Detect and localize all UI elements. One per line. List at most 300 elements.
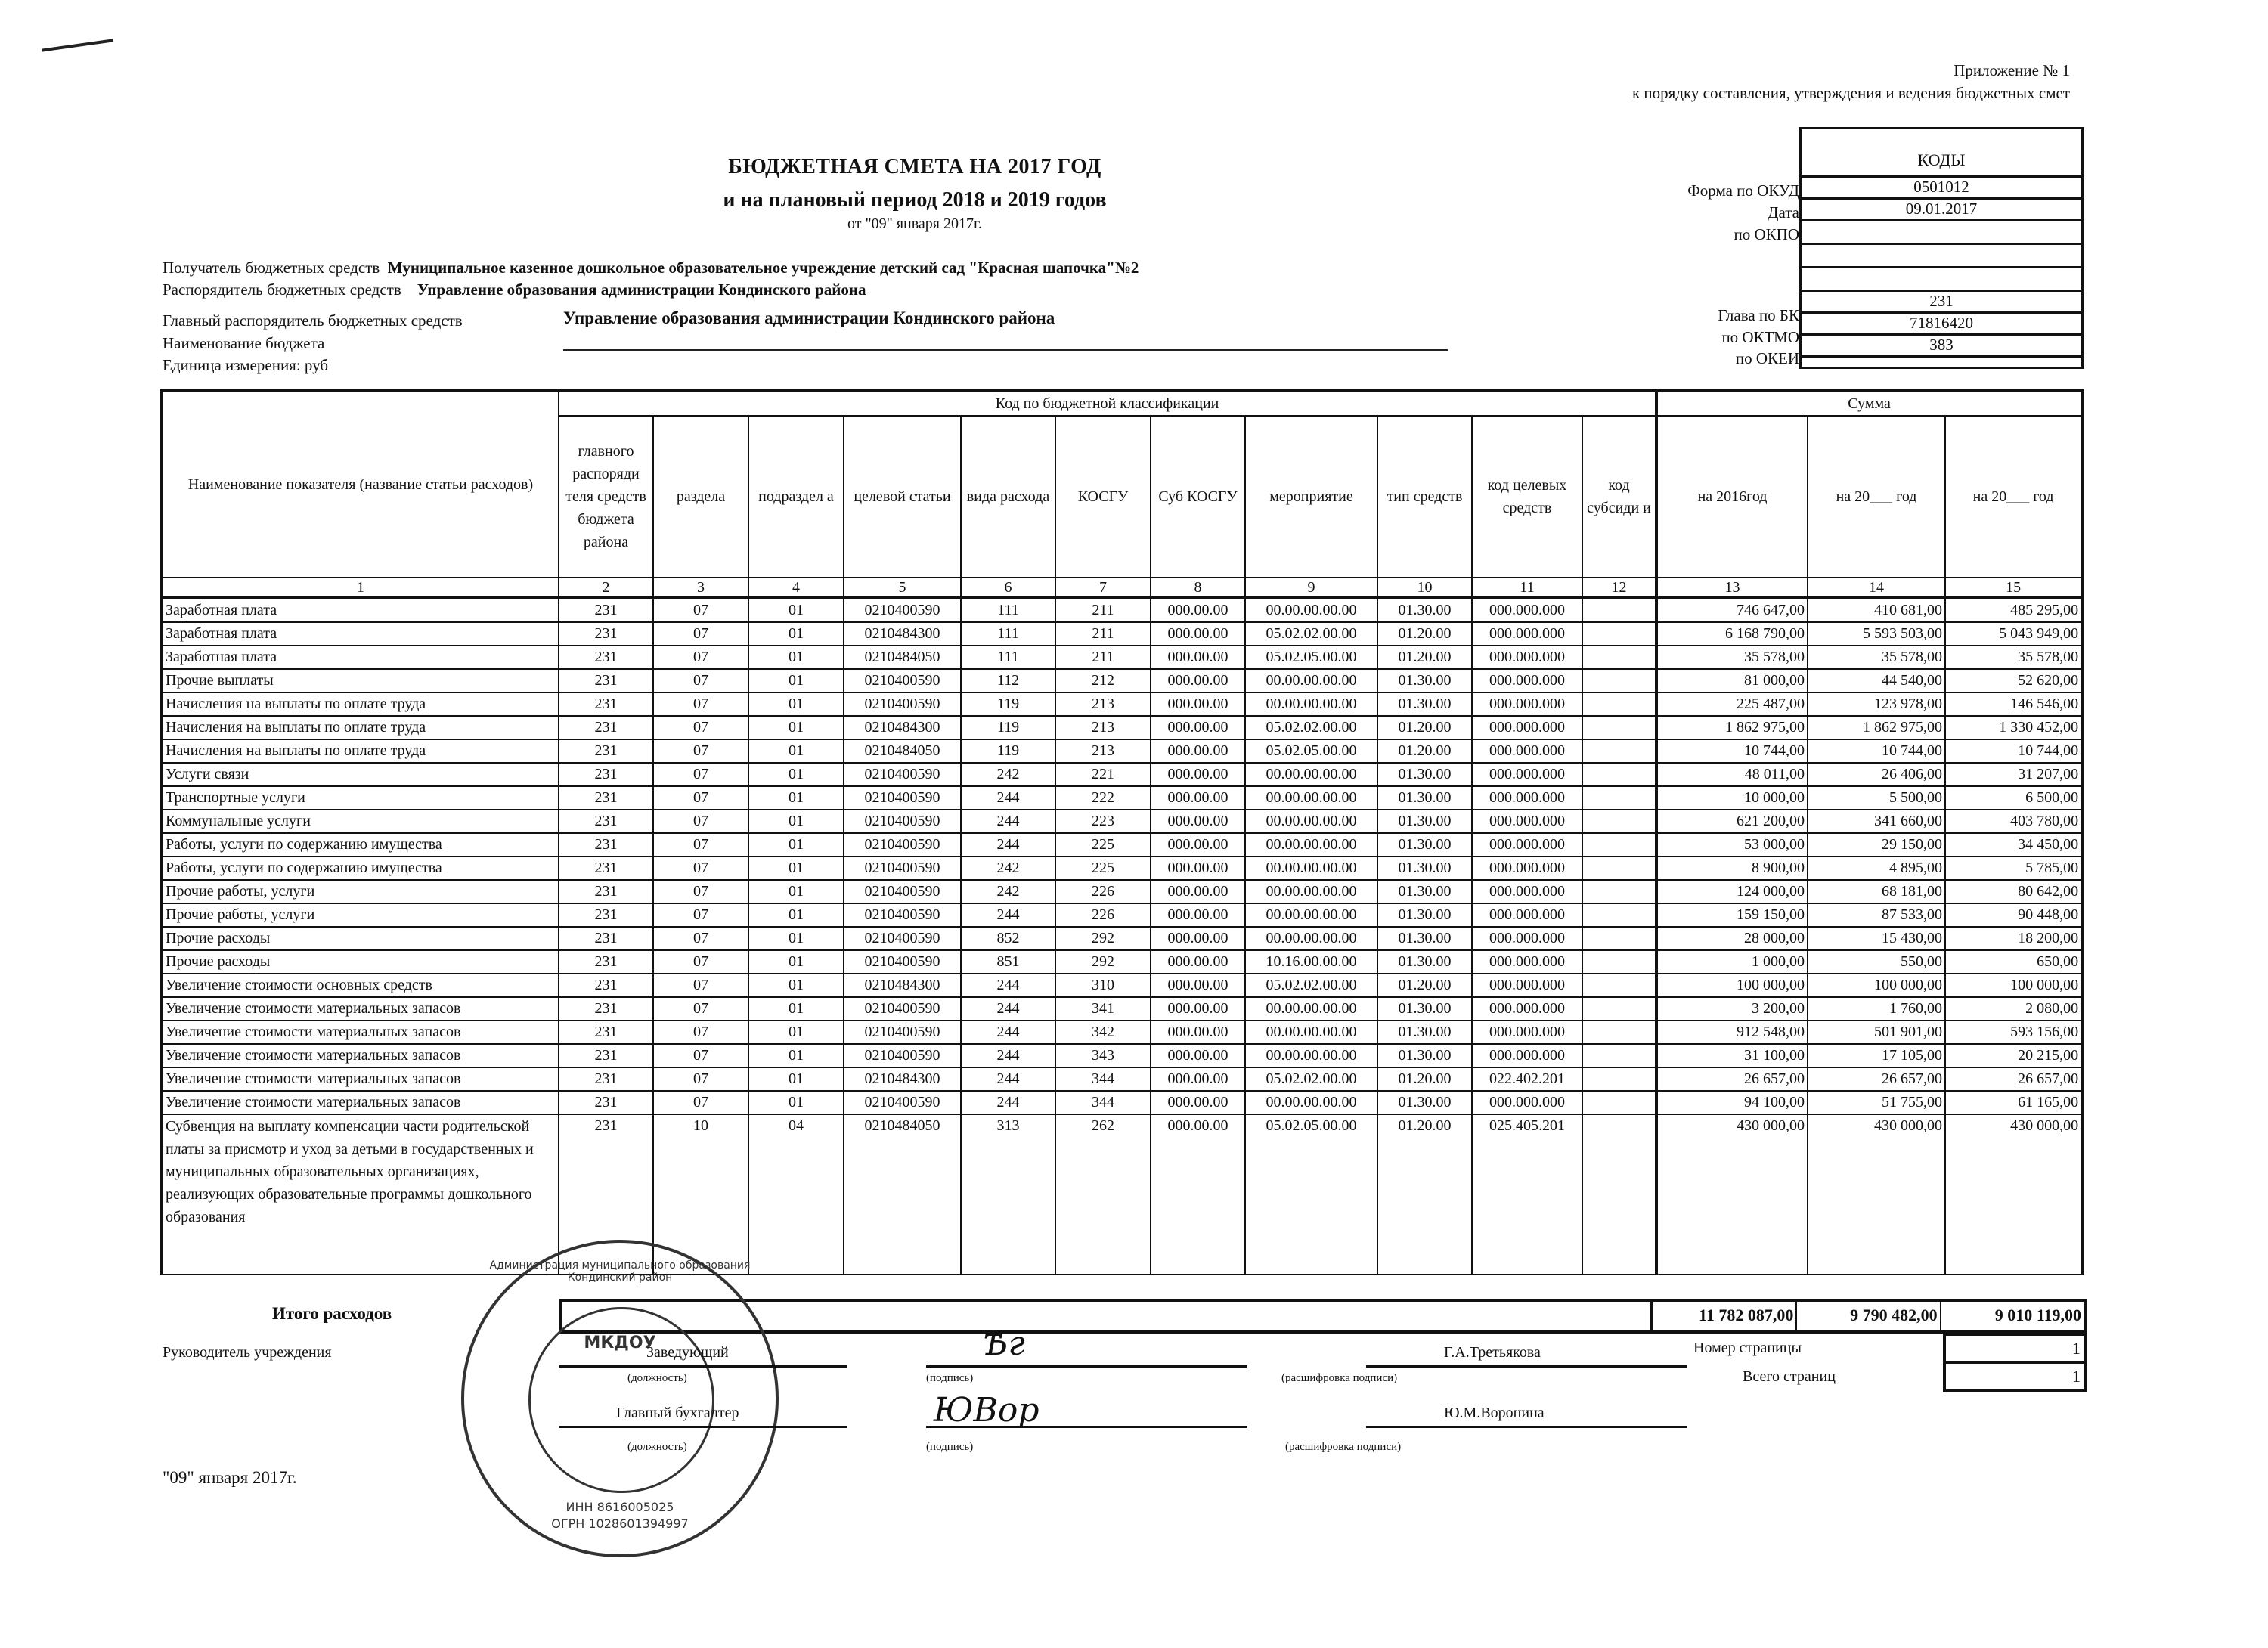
code-cell: 244 bbox=[961, 1021, 1055, 1044]
code-cell bbox=[1582, 739, 1656, 763]
sum-cell: 1 760,00 bbox=[1808, 997, 1945, 1021]
code-cell: 01 bbox=[748, 646, 844, 669]
code-cell: 00.00.00.00.00 bbox=[1245, 927, 1377, 950]
col-num: 14 bbox=[1808, 578, 1945, 598]
table-row bbox=[162, 997, 2082, 1021]
col-num: 3 bbox=[653, 578, 748, 598]
code-cell: 000.000.000 bbox=[1472, 880, 1582, 903]
code-cell bbox=[1582, 833, 1656, 857]
code-cell: 01.30.00 bbox=[1377, 1044, 1472, 1067]
accountant-name-line bbox=[1366, 1426, 1687, 1428]
code-cell: 111 bbox=[961, 646, 1055, 669]
head-position: Заведующий bbox=[646, 1344, 729, 1361]
code-cell: 07 bbox=[653, 646, 748, 669]
sum-cell: 159 150,00 bbox=[1656, 903, 1808, 927]
sum-cell: 10 744,00 bbox=[1945, 739, 2082, 763]
code-cell: 000.000.000 bbox=[1472, 810, 1582, 833]
sum-cell: 53 000,00 bbox=[1656, 833, 1808, 857]
code-cell: 05.02.05.00.00 bbox=[1245, 739, 1377, 763]
code-cell: 313 bbox=[961, 1114, 1055, 1275]
code-cell bbox=[1582, 903, 1656, 927]
row-name-cell: Коммунальные услуги bbox=[162, 810, 559, 833]
code-cell: 000.00.00 bbox=[1151, 763, 1245, 786]
head-signature: Ѣг bbox=[983, 1324, 1025, 1363]
code-cell bbox=[1582, 950, 1656, 974]
code-cell: 07 bbox=[653, 1067, 748, 1091]
row-name-cell: Работы, услуги по содержанию имущества bbox=[162, 857, 559, 880]
sum-cell: 1 862 975,00 bbox=[1808, 716, 1945, 739]
row-name-cell: Начисления на выплаты по оплате труда bbox=[162, 716, 559, 739]
code-cell: 0210400590 bbox=[844, 903, 961, 927]
code-cell: 213 bbox=[1055, 716, 1151, 739]
code-cell: 000.00.00 bbox=[1151, 833, 1245, 857]
sum-cell: 5 043 949,00 bbox=[1945, 622, 2082, 646]
sum-cell: 28 000,00 bbox=[1656, 927, 1808, 950]
sum-cell: 10 000,00 bbox=[1656, 786, 1808, 810]
accountant-position-line bbox=[559, 1426, 847, 1428]
code-cell: 01.30.00 bbox=[1377, 810, 1472, 833]
col-header-sum-2016: на 2016год bbox=[1656, 416, 1808, 578]
code-cell: 0210484050 bbox=[844, 739, 961, 763]
col-header-subsidy-code: код субсиди и bbox=[1582, 416, 1656, 578]
sum-cell: 485 295,00 bbox=[1945, 598, 2082, 622]
sum-cell: 26 657,00 bbox=[1945, 1067, 2082, 1091]
total-pages-label: Всего страниц bbox=[1743, 1368, 1836, 1385]
code-cell: 0210400590 bbox=[844, 692, 961, 716]
table-row bbox=[162, 974, 2082, 997]
code-empty-1 bbox=[1802, 245, 2081, 268]
group-header-sum: Сумма bbox=[1656, 391, 2082, 416]
row-name-cell: Транспортные услуги bbox=[162, 786, 559, 810]
code-cell: 000.00.00 bbox=[1151, 974, 1245, 997]
manager-value: Управление образования администрации Кондинского района bbox=[417, 280, 866, 299]
code-cell: 212 bbox=[1055, 669, 1151, 692]
code-cell: 242 bbox=[961, 763, 1055, 786]
head-signature-caption: (подпись) bbox=[926, 1372, 974, 1384]
code-cell: 07 bbox=[653, 1044, 748, 1067]
code-cell: 07 bbox=[653, 857, 748, 880]
sum-cell: 100 000,00 bbox=[1945, 974, 2082, 997]
code-cell: 000.000.000 bbox=[1472, 974, 1582, 997]
accountant-name: Ю.М.Воронина bbox=[1444, 1405, 1545, 1421]
code-cell: 01.30.00 bbox=[1377, 692, 1472, 716]
code-cell: 01 bbox=[748, 833, 844, 857]
code-cell: 231 bbox=[559, 950, 653, 974]
head-name-caption: (расшифровка подписи) bbox=[1281, 1372, 1398, 1384]
sum-cell: 52 620,00 bbox=[1945, 669, 2082, 692]
code-cell: 01 bbox=[748, 763, 844, 786]
code-cell: 00.00.00.00.00 bbox=[1245, 669, 1377, 692]
sum-cell: 31 100,00 bbox=[1656, 1044, 1808, 1067]
code-cell: 231 bbox=[559, 739, 653, 763]
table-row bbox=[162, 692, 2082, 716]
code-cell: 00.00.00.00.00 bbox=[1245, 786, 1377, 810]
code-cell: 0210400590 bbox=[844, 763, 961, 786]
code-cell: 01.30.00 bbox=[1377, 857, 1472, 880]
sum-cell: 593 156,00 bbox=[1945, 1021, 2082, 1044]
code-cell: 05.02.05.00.00 bbox=[1245, 646, 1377, 669]
code-cell: 000.000.000 bbox=[1472, 598, 1582, 622]
code-cell: 231 bbox=[559, 903, 653, 927]
code-cell: 231 bbox=[559, 1021, 653, 1044]
code-cell: 231 bbox=[559, 786, 653, 810]
accountant-position-caption: (должность) bbox=[627, 1441, 687, 1453]
code-cell: 244 bbox=[961, 997, 1055, 1021]
code-cell: 025.405.201 bbox=[1472, 1114, 1582, 1275]
sum-cell: 5 593 503,00 bbox=[1808, 622, 1945, 646]
title-period: и на плановый период 2018 и 2019 годов bbox=[723, 188, 1107, 212]
sum-cell: 35 578,00 bbox=[1656, 646, 1808, 669]
code-cell: 01 bbox=[748, 974, 844, 997]
col-num: 7 bbox=[1055, 578, 1151, 598]
sum-cell: 6 500,00 bbox=[1945, 786, 2082, 810]
code-cell bbox=[1582, 1021, 1656, 1044]
code-cell: 022.402.201 bbox=[1472, 1067, 1582, 1091]
total-2016: 11 782 087,00 bbox=[1653, 1302, 1797, 1330]
row-name-cell: Прочие выплаты bbox=[162, 669, 559, 692]
code-cell: 852 bbox=[961, 927, 1055, 950]
code-cell: 07 bbox=[653, 598, 748, 622]
sum-cell: 94 100,00 bbox=[1656, 1091, 1808, 1114]
code-cell: 341 bbox=[1055, 997, 1151, 1021]
code-cell: 07 bbox=[653, 763, 748, 786]
code-cell bbox=[1582, 880, 1656, 903]
code-cell: 00.00.00.00.00 bbox=[1245, 833, 1377, 857]
code-okpo bbox=[1802, 221, 2081, 245]
code-cell: 244 bbox=[961, 1067, 1055, 1091]
code-cell: 242 bbox=[961, 857, 1055, 880]
col-num: 11 bbox=[1472, 578, 1582, 598]
code-cell: 0210400590 bbox=[844, 1021, 961, 1044]
code-cell: 242 bbox=[961, 880, 1055, 903]
code-cell: 000.00.00 bbox=[1151, 786, 1245, 810]
code-label-okei: по ОКЕИ bbox=[1735, 349, 1799, 367]
code-cell: 05.02.02.00.00 bbox=[1245, 1067, 1377, 1091]
table-row bbox=[162, 1114, 2082, 1275]
code-date: 09.01.2017 bbox=[1802, 200, 2081, 221]
code-cell: 01.20.00 bbox=[1377, 646, 1472, 669]
code-cell: 07 bbox=[653, 1021, 748, 1044]
col-num: 5 bbox=[844, 578, 961, 598]
code-cell: 000.000.000 bbox=[1472, 646, 1582, 669]
code-cell: 00.00.00.00.00 bbox=[1245, 857, 1377, 880]
sum-cell: 87 533,00 bbox=[1808, 903, 1945, 927]
code-cell: 01 bbox=[748, 1044, 844, 1067]
code-cell: 000.00.00 bbox=[1151, 622, 1245, 646]
code-cell: 01.30.00 bbox=[1377, 1091, 1472, 1114]
code-cell: 0210484300 bbox=[844, 622, 961, 646]
sum-cell: 18 200,00 bbox=[1945, 927, 2082, 950]
code-cell: 07 bbox=[653, 622, 748, 646]
code-cell: 01 bbox=[748, 997, 844, 1021]
code-cell: 231 bbox=[559, 1044, 653, 1067]
code-empty-3 bbox=[1802, 358, 2081, 367]
col-num: 10 bbox=[1377, 578, 1472, 598]
code-cell: 231 bbox=[559, 598, 653, 622]
head-name-line bbox=[1366, 1365, 1687, 1368]
sum-cell: 1 000,00 bbox=[1656, 950, 1808, 974]
chief-manager-value: Управление образования администрации Кондинского района bbox=[563, 308, 1055, 327]
code-cell: 07 bbox=[653, 833, 748, 857]
code-cell: 244 bbox=[961, 786, 1055, 810]
code-cell: 231 bbox=[559, 1067, 653, 1091]
code-cell: 000.000.000 bbox=[1472, 692, 1582, 716]
sum-cell: 501 901,00 bbox=[1808, 1021, 1945, 1044]
code-okud: 0501012 bbox=[1802, 178, 2081, 200]
code-cell: 0210400590 bbox=[844, 1091, 961, 1114]
table-row bbox=[162, 669, 2082, 692]
code-cell: 211 bbox=[1055, 622, 1151, 646]
code-cell: 231 bbox=[559, 974, 653, 997]
total-pages: 1 bbox=[2072, 1367, 2081, 1386]
col-num: 2 bbox=[559, 578, 653, 598]
code-cell: 000.00.00 bbox=[1151, 810, 1245, 833]
code-cell: 01 bbox=[748, 857, 844, 880]
code-cell bbox=[1582, 1067, 1656, 1091]
code-cell: 0210400590 bbox=[844, 950, 961, 974]
page-number: 1 bbox=[1946, 1336, 2084, 1364]
code-cell: 000.000.000 bbox=[1472, 997, 1582, 1021]
sum-cell: 15 430,00 bbox=[1808, 927, 1945, 950]
sum-cell: 225 487,00 bbox=[1656, 692, 1808, 716]
stamp-outer-text: Администрация муниципального образования Кондинский район bbox=[489, 1259, 751, 1284]
code-cell: 01.30.00 bbox=[1377, 763, 1472, 786]
code-cell: 000.00.00 bbox=[1151, 1044, 1245, 1067]
sum-cell: 4 895,00 bbox=[1808, 857, 1945, 880]
row-name-cell: Субвенция на выплату компенсации части родительской платы за присмотр и уход за детьми в государственных и муниципальных образовательных организациях, реализующих образовательные программы дошкольного образования bbox=[162, 1114, 559, 1275]
sum-cell: 746 647,00 bbox=[1656, 598, 1808, 622]
code-cell: 0210400590 bbox=[844, 1044, 961, 1067]
code-cell: 112 bbox=[961, 669, 1055, 692]
table-row bbox=[162, 786, 2082, 810]
code-cell: 231 bbox=[559, 857, 653, 880]
code-cell: 244 bbox=[961, 810, 1055, 833]
sum-cell: 44 540,00 bbox=[1808, 669, 1945, 692]
scan-artifact bbox=[42, 39, 113, 51]
code-cell: 07 bbox=[653, 739, 748, 763]
code-cell: 04 bbox=[748, 1114, 844, 1275]
code-cell: 000.00.00 bbox=[1151, 669, 1245, 692]
sum-cell: 31 207,00 bbox=[1945, 763, 2082, 786]
row-name-cell: Заработная плата bbox=[162, 646, 559, 669]
sum-cell: 621 200,00 bbox=[1656, 810, 1808, 833]
code-cell: 0210400590 bbox=[844, 997, 961, 1021]
code-cell: 01 bbox=[748, 716, 844, 739]
sum-cell: 410 681,00 bbox=[1808, 598, 1945, 622]
code-cell: 0210400590 bbox=[844, 857, 961, 880]
code-cell: 0210400590 bbox=[844, 810, 961, 833]
code-cell: 05.02.05.00.00 bbox=[1245, 1114, 1377, 1275]
code-cell: 211 bbox=[1055, 646, 1151, 669]
sum-cell: 123 978,00 bbox=[1808, 692, 1945, 716]
code-cell: 344 bbox=[1055, 1067, 1151, 1091]
row-name-cell: Увеличение стоимости материальных запасов bbox=[162, 1067, 559, 1091]
code-cell: 07 bbox=[653, 903, 748, 927]
budget-name-field bbox=[563, 349, 1448, 351]
code-okei: 383 bbox=[1802, 336, 2081, 358]
code-cell: 000.000.000 bbox=[1472, 1091, 1582, 1114]
code-cell: 0210484050 bbox=[844, 646, 961, 669]
table-row bbox=[162, 598, 2082, 622]
row-name-cell: Начисления на выплаты по оплате труда bbox=[162, 692, 559, 716]
code-cell: 00.00.00.00.00 bbox=[1245, 598, 1377, 622]
code-cell: 000.00.00 bbox=[1151, 716, 1245, 739]
code-cell: 231 bbox=[559, 1091, 653, 1114]
row-name-cell: Увеличение стоимости материальных запасов bbox=[162, 997, 559, 1021]
code-cell bbox=[1582, 997, 1656, 1021]
code-cell: 000.00.00 bbox=[1151, 927, 1245, 950]
table-row bbox=[162, 857, 2082, 880]
col-header-event: мероприятие bbox=[1245, 416, 1377, 578]
code-cell: 00.00.00.00.00 bbox=[1245, 880, 1377, 903]
code-cell: 000.00.00 bbox=[1151, 880, 1245, 903]
code-cell: 211 bbox=[1055, 598, 1151, 622]
sign-date: "09" января 2017г. bbox=[163, 1468, 297, 1487]
code-cell: 000.00.00 bbox=[1151, 646, 1245, 669]
sum-cell: 20 215,00 bbox=[1945, 1044, 2082, 1067]
code-cell: 000.00.00 bbox=[1151, 903, 1245, 927]
sum-cell: 5 500,00 bbox=[1808, 786, 1945, 810]
appendix-title: Приложение № 1 bbox=[1954, 61, 2070, 79]
recipient-label: Получатель бюджетных средств bbox=[163, 259, 380, 277]
code-cell bbox=[1582, 927, 1656, 950]
total-year3: 9 010 119,00 bbox=[1994, 1306, 2081, 1324]
code-cell: 000.00.00 bbox=[1151, 598, 1245, 622]
col-num: 13 bbox=[1656, 578, 1808, 598]
sum-cell: 124 000,00 bbox=[1656, 880, 1808, 903]
row-name-cell: Увеличение стоимости материальных запасов bbox=[162, 1044, 559, 1067]
code-cell: 222 bbox=[1055, 786, 1151, 810]
chief-manager-label: Главный распорядитель бюджетных средств bbox=[163, 311, 463, 330]
row-name-cell: Прочие расходы bbox=[162, 927, 559, 950]
code-cell: 000.000.000 bbox=[1472, 786, 1582, 810]
accountant-signature: ЮВор bbox=[934, 1391, 1040, 1430]
table-row bbox=[162, 1067, 2082, 1091]
sum-cell: 8 900,00 bbox=[1656, 857, 1808, 880]
code-cell: 244 bbox=[961, 1044, 1055, 1067]
code-cell: 01.20.00 bbox=[1377, 622, 1472, 646]
code-cell: 343 bbox=[1055, 1044, 1151, 1067]
sum-cell: 146 546,00 bbox=[1945, 692, 2082, 716]
code-cell: 342 bbox=[1055, 1021, 1151, 1044]
accountant-name-caption: (расшифровка подписи) bbox=[1285, 1441, 1402, 1453]
sum-cell: 10 744,00 bbox=[1656, 739, 1808, 763]
col-num: 6 bbox=[961, 578, 1055, 598]
code-cell: 0210400590 bbox=[844, 880, 961, 903]
sum-cell: 26 657,00 bbox=[1656, 1067, 1808, 1091]
col-num: 1 bbox=[162, 578, 559, 598]
group-header-classification: Код по бюджетной классификации bbox=[559, 391, 1656, 416]
total-year2: 9 790 482,00 bbox=[1797, 1302, 1941, 1330]
head-name: Г.А.Третьякова bbox=[1444, 1344, 1541, 1361]
title-date: от "09" января 2017г. bbox=[847, 215, 982, 232]
accountant-signature-caption: (подпись) bbox=[926, 1441, 974, 1453]
col-num: 8 bbox=[1151, 578, 1245, 598]
code-label-date: Дата bbox=[1768, 203, 1799, 221]
code-cell: 231 bbox=[559, 997, 653, 1021]
col-header-name: Наименование показателя (название статьи расходов) bbox=[162, 391, 559, 578]
sum-cell: 68 181,00 bbox=[1808, 880, 1945, 903]
code-oktmo: 71816420 bbox=[1802, 314, 2081, 336]
code-cell: 000.000.000 bbox=[1472, 763, 1582, 786]
row-name-cell: Увеличение стоимости материальных запасов bbox=[162, 1021, 559, 1044]
head-position-line bbox=[559, 1365, 847, 1368]
sum-cell: 61 165,00 bbox=[1945, 1091, 2082, 1114]
code-cell bbox=[1582, 1091, 1656, 1114]
code-cell: 01.20.00 bbox=[1377, 974, 1472, 997]
appendix-note bbox=[1632, 59, 2070, 104]
code-cell: 00.00.00.00.00 bbox=[1245, 692, 1377, 716]
code-cell: 000.000.000 bbox=[1472, 622, 1582, 646]
code-cell: 000.00.00 bbox=[1151, 739, 1245, 763]
sum-cell: 48 011,00 bbox=[1656, 763, 1808, 786]
sum-cell: 430 000,00 bbox=[1808, 1114, 1945, 1275]
code-cell: 0210484300 bbox=[844, 1067, 961, 1091]
code-cell: 231 bbox=[559, 646, 653, 669]
unit-label: Единица измерения: руб bbox=[163, 356, 329, 374]
sum-cell: 430 000,00 bbox=[1656, 1114, 1808, 1275]
col-num: 4 bbox=[748, 578, 844, 598]
code-cell: 223 bbox=[1055, 810, 1151, 833]
code-cell: 01 bbox=[748, 810, 844, 833]
code-cell bbox=[1582, 716, 1656, 739]
code-cell: 000.000.000 bbox=[1472, 716, 1582, 739]
row-name-cell: Начисления на выплаты по оплате труда bbox=[162, 739, 559, 763]
sum-cell: 81 000,00 bbox=[1656, 669, 1808, 692]
code-cell: 231 bbox=[559, 763, 653, 786]
code-cell: 231 bbox=[559, 810, 653, 833]
code-cell: 05.02.02.00.00 bbox=[1245, 974, 1377, 997]
code-cell: 07 bbox=[653, 810, 748, 833]
code-cell: 119 bbox=[961, 692, 1055, 716]
code-cell: 07 bbox=[653, 950, 748, 974]
code-cell: 01 bbox=[748, 950, 844, 974]
code-cell bbox=[1582, 646, 1656, 669]
sum-cell: 403 780,00 bbox=[1945, 810, 2082, 833]
code-cell: 244 bbox=[961, 974, 1055, 997]
code-cell: 07 bbox=[653, 927, 748, 950]
accountant-signature-line bbox=[926, 1426, 1247, 1428]
accountant-position: Главный бухгалтер bbox=[616, 1405, 739, 1421]
document-title bbox=[575, 155, 1255, 233]
code-cell: 01.30.00 bbox=[1377, 669, 1472, 692]
col-header-fund-type: тип средств bbox=[1377, 416, 1472, 578]
code-cell: 231 bbox=[559, 669, 653, 692]
code-cell: 292 bbox=[1055, 950, 1151, 974]
table-row bbox=[162, 810, 2082, 833]
recipient-line bbox=[163, 259, 1139, 277]
code-cell: 01.20.00 bbox=[1377, 716, 1472, 739]
code-cell: 111 bbox=[961, 598, 1055, 622]
row-name-cell: Услуги связи bbox=[162, 763, 559, 786]
col-header-sum-year3: на 20___ год bbox=[1945, 416, 2082, 578]
code-label-oktmo: по ОКТМО bbox=[1721, 328, 1799, 346]
code-cell: 00.00.00.00.00 bbox=[1245, 1044, 1377, 1067]
code-label-bk: Глава по БК bbox=[1718, 306, 1799, 324]
stamp-ogrn: ОГРН 10286013​94997 bbox=[551, 1516, 689, 1531]
code-cell: 000.000.000 bbox=[1472, 903, 1582, 927]
code-cell: 0210484300 bbox=[844, 974, 961, 997]
code-cell bbox=[1582, 598, 1656, 622]
sum-cell: 100 000,00 bbox=[1808, 974, 1945, 997]
code-cell: 01.20.00 bbox=[1377, 739, 1472, 763]
sum-cell: 29 150,00 bbox=[1808, 833, 1945, 857]
head-label: Руководитель учреждения bbox=[163, 1344, 332, 1361]
row-name-cell: Прочие расходы bbox=[162, 950, 559, 974]
sum-cell: 912 548,00 bbox=[1656, 1021, 1808, 1044]
sum-cell: 26 657,00 bbox=[1808, 1067, 1945, 1091]
sum-cell: 341 660,00 bbox=[1808, 810, 1945, 833]
